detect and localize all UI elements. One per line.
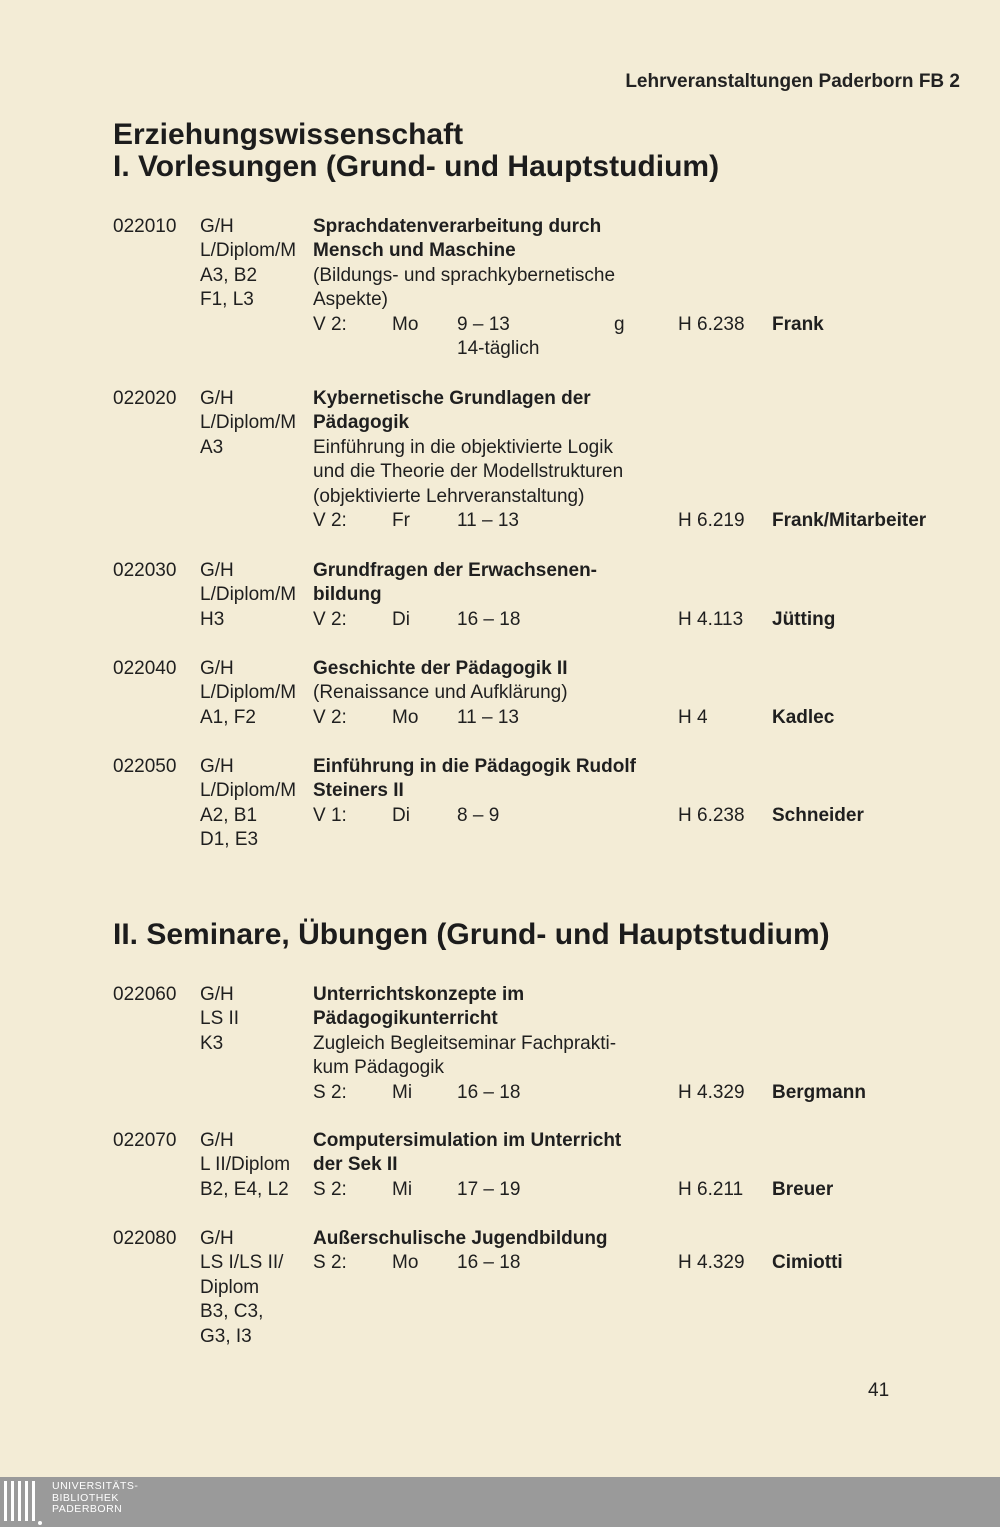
section-1-title: I. Vorlesungen (Grund- und Hauptstudium): [113, 150, 720, 183]
course-description: kum Pädagogik: [313, 1057, 444, 1079]
course-line: [0, 436, 1000, 460]
course-number: 022060: [113, 984, 177, 1005]
course-line: [0, 706, 1000, 730]
course-line: [0, 1056, 1000, 1080]
course-description: (Renaissance und Aufklärung): [313, 682, 568, 704]
session-time: 17 – 19: [457, 1178, 521, 1200]
session-day: Mi: [392, 1178, 413, 1200]
course-meta: B3, C3,: [200, 1301, 264, 1323]
course-number: 022080: [113, 1228, 177, 1249]
course-number: 022030: [113, 560, 177, 581]
session-day: Mo: [392, 706, 419, 728]
course-line: [0, 1276, 1000, 1300]
session-room: H 4: [678, 706, 708, 728]
course-meta: L/Diplom/M: [200, 412, 297, 434]
course-meta: D1, E3: [200, 829, 259, 851]
course-line: [0, 485, 1000, 509]
course-line: [0, 288, 1000, 312]
course-line: [0, 608, 1000, 632]
session-lecturer: Frank/Mitarbeiter: [772, 509, 927, 531]
page-number: 41: [868, 1380, 890, 1401]
course-title: der Sek II: [313, 1154, 398, 1176]
course-title: Sprachdatenverarbeitung durch: [313, 216, 602, 237]
course-line: [0, 1129, 1000, 1153]
course-meta: G/H: [200, 1228, 234, 1249]
course-meta: Diplom: [200, 1276, 260, 1298]
session-type: S 2:: [313, 1081, 347, 1103]
session-lecturer: Frank: [772, 313, 824, 335]
session-room: H 4.329: [678, 1252, 745, 1274]
course-description: und die Theorie der Modellstrukturen: [313, 461, 624, 483]
session-room: H 6.219: [678, 509, 745, 531]
session-time: 16 – 18: [457, 1252, 521, 1274]
course-line: [0, 1178, 1000, 1202]
session-day: Mo: [392, 1252, 419, 1274]
course-entry: [0, 755, 1000, 853]
session-lecturer: Jütting: [772, 608, 836, 630]
section-2-title: II. Seminare, Übungen (Grund- und Hauptstudium): [113, 918, 830, 951]
course-line: [0, 1300, 1000, 1324]
course-meta: G3, I3: [200, 1325, 252, 1347]
course-meta: L/Diplom/M: [200, 780, 297, 802]
course-line: [0, 264, 1000, 288]
session-time: 8 – 9: [457, 804, 500, 826]
session-lecturer: Breuer: [772, 1178, 834, 1200]
session-day: Di: [392, 608, 410, 630]
course-meta: A1, F2: [200, 706, 256, 728]
course-description: Einführung in die objektivierte Logik: [313, 436, 613, 458]
course-title: Grundfragen der Erwachsenen-: [313, 560, 598, 581]
session-type: V 2:: [313, 608, 347, 630]
library-name-line: PADERBORN: [52, 1503, 123, 1515]
course-number: 022050: [113, 756, 177, 777]
course-meta: G/H: [200, 1130, 234, 1151]
course-meta: H3: [200, 608, 225, 630]
course-number: 022070: [113, 1130, 177, 1151]
session-type: V 2:: [313, 706, 347, 728]
course-meta: L/Diplom/M: [200, 584, 297, 606]
course-line: [0, 1153, 1000, 1177]
course-line: [0, 1032, 1000, 1056]
session-room: H 4.329: [678, 1081, 745, 1103]
session-frequency: 14-täglich: [457, 337, 540, 359]
course-number: 022010: [113, 216, 177, 237]
course-meta: K3: [200, 1032, 224, 1054]
course-line: [0, 313, 1000, 337]
session-room: H 6.211: [678, 1178, 744, 1200]
session-type: V 1:: [313, 804, 347, 826]
course-line: [0, 828, 1000, 852]
course-title: Steiners II: [313, 780, 404, 802]
course-line: [0, 1227, 1000, 1251]
course-line: [0, 1325, 1000, 1349]
course-line: [0, 804, 1000, 828]
course-line: [0, 411, 1000, 435]
course-description: (objektivierte Lehrveranstaltung): [313, 485, 585, 507]
course-line: [0, 509, 1000, 533]
session-time: 16 – 18: [457, 1081, 521, 1103]
course-entry: [0, 215, 1000, 361]
course-meta: LS II: [200, 1008, 240, 1030]
session-lecturer: Cimiotti: [772, 1252, 843, 1274]
course-line: [0, 1081, 1000, 1105]
course-meta: A3: [200, 436, 224, 458]
course-line: [0, 337, 1000, 361]
session-type: S 2:: [313, 1178, 347, 1200]
course-entry: [0, 387, 1000, 533]
course-line: [0, 779, 1000, 803]
course-entry: [0, 559, 1000, 632]
course-entry: [0, 1227, 1000, 1349]
session-lecturer: Schneider: [772, 804, 864, 826]
session-type: S 2:: [313, 1252, 347, 1274]
course-description: Zugleich Begleitseminar Fachprakti-: [313, 1032, 617, 1054]
session-time: 11 – 13: [457, 509, 519, 531]
course-meta: A3, B2: [200, 264, 258, 286]
page-header: Lehrveranstaltungen Paderborn FB 2: [625, 71, 960, 92]
course-entry: [0, 657, 1000, 730]
course-meta: G/H: [200, 984, 234, 1005]
course-line: [0, 215, 1000, 239]
library-logo-icon: [2, 1481, 46, 1525]
course-line: [0, 460, 1000, 484]
course-title: Unterrichtskonzepte im: [313, 984, 525, 1005]
session-lecturer: Bergmann: [772, 1081, 866, 1103]
course-line: [0, 983, 1000, 1007]
session-lecturer: Kadlec: [772, 706, 835, 728]
course-line: [0, 1251, 1000, 1275]
course-line: [0, 681, 1000, 705]
session-type: V 2:: [313, 313, 347, 335]
course-meta: G/H: [200, 216, 234, 237]
department-title: Erziehungswissenschaft: [113, 118, 464, 151]
course-meta: G/H: [200, 560, 234, 581]
session-day: Di: [392, 804, 410, 826]
course-line: [0, 755, 1000, 779]
course-title: Einführung in die Pädagogik Rudolf: [313, 756, 636, 777]
course-description: (Bildungs- und sprachkybernetische: [313, 264, 616, 286]
course-entry: [0, 1129, 1000, 1202]
course-title: Mensch und Maschine: [313, 240, 516, 262]
session-time: 11 – 13: [457, 706, 519, 728]
course-line: [0, 657, 1000, 681]
library-footer: [0, 1477, 1000, 1527]
session-flag: g: [614, 313, 625, 335]
library-name-line: UNIVERSITÄTS-: [52, 1480, 139, 1492]
course-meta: L/Diplom/M: [200, 240, 297, 262]
course-meta: L/Diplom/M: [200, 682, 297, 704]
course-title: Geschichte der Pädagogik II: [313, 658, 568, 679]
session-day: Mi: [392, 1081, 413, 1103]
course-title: Pädagogik: [313, 412, 410, 434]
session-time: 9 – 13: [457, 313, 510, 335]
course-description: Aspekte): [313, 289, 388, 311]
session-room: H 6.238: [678, 313, 745, 335]
course-meta: LS I/LS II/: [200, 1252, 284, 1274]
course-number: 022020: [113, 388, 177, 409]
session-room: H 4.113: [678, 608, 744, 630]
course-meta: A2, B1: [200, 804, 258, 826]
library-name: [52, 1481, 138, 1516]
course-title: bildung: [313, 584, 382, 606]
course-title: Kybernetische Grundlagen der: [313, 388, 591, 409]
session-type: V 2:: [313, 509, 347, 531]
course-title: Außerschulische Jugendbildung: [313, 1228, 608, 1249]
course-line: [0, 559, 1000, 583]
session-room: H 6.238: [678, 804, 745, 826]
library-name-line: BIBLIOTHEK: [52, 1491, 119, 1504]
course-number: 022040: [113, 658, 177, 679]
session-time: 16 – 18: [457, 608, 521, 630]
course-title: Computersimulation im Unterricht: [313, 1130, 622, 1151]
course-meta: G/H: [200, 658, 234, 679]
course-line: [0, 239, 1000, 263]
course-meta: F1, L3: [200, 289, 254, 311]
course-title: Pädagogikunterricht: [313, 1008, 498, 1030]
session-day: Fr: [392, 509, 410, 531]
course-meta: B2, E4, L2: [200, 1178, 289, 1200]
session-day: Mo: [392, 313, 419, 335]
course-line: [0, 583, 1000, 607]
course-line: [0, 387, 1000, 411]
course-meta: L II/Diplom: [200, 1154, 291, 1176]
course-entry: [0, 983, 1000, 1105]
course-meta: G/H: [200, 756, 234, 777]
course-line: [0, 1007, 1000, 1031]
course-meta: G/H: [200, 388, 234, 409]
